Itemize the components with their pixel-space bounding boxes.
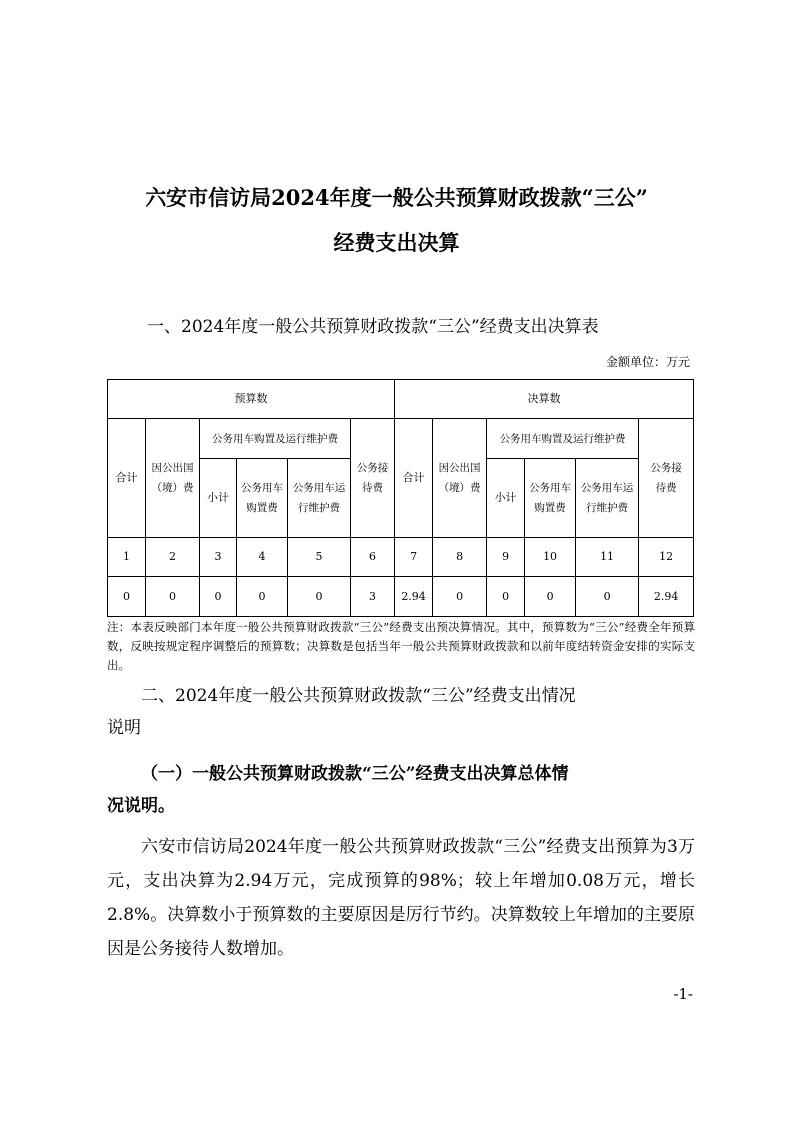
column-number: 10 (525, 538, 576, 577)
column-number: 8 (433, 538, 487, 577)
table-footnote: 注：本表反映部门本年度一般公共预算财政拨款“三公”经费支出预决算情况。其中，预算数为“三公”经费全年预算数，反映按规定程序调整后的预算数；决算数是包括当年一般公共预算财政拨款和以前年度结转资金安排的实际支出。 (107, 620, 695, 672)
value-cell: 0 (576, 577, 639, 617)
final-subtotal-header: 小计 (487, 459, 525, 538)
section-2-heading: 二、2024年度一般公共预算财政拨款“三公”经费支出情况 说明 (107, 686, 576, 738)
budget-total-header: 合计 (108, 419, 146, 538)
budget-vehicle-group-header: 公务用车购置及运行维护费 (200, 419, 351, 459)
final-vehicle-group-header: 公务用车购置及运行维护费 (487, 419, 639, 459)
budget-subtotal-header: 小计 (200, 459, 237, 538)
section-1-heading: 一、2024年度一般公共预算财政拨款“三公”经费支出决算表 (147, 317, 599, 337)
value-cell: 0 (525, 577, 576, 617)
value-cell: 0 (433, 577, 487, 617)
budget-group-header: 预算数 (108, 380, 395, 419)
column-number: 2 (146, 538, 200, 577)
final-vehicle-operation-header: 公务用车运 行维护费 (576, 459, 639, 538)
three-public-expenses-table (107, 379, 694, 617)
budget-reception-header: 公务接 待费 (351, 419, 395, 538)
column-number: 1 (108, 538, 146, 577)
budget-abroad-header: 因公出国 （境）费 (146, 419, 200, 538)
column-number: 7 (395, 538, 433, 577)
summary-paragraph: 六安市信访局2024年度一般公共预算财政拨款“三公”经费支出预算为3万元，支出决算为2.94万元，完成预算的98%；较上年增加0.08万元，增长2.8%。决算数小于预算数的主要原因是厉行节约。决算数较上年增加的主要原因是公务接待人数增加。 (107, 837, 695, 959)
column-number: 11 (576, 538, 639, 577)
column-number-row (108, 538, 694, 577)
final-reception-header: 公务接 待费 (639, 419, 694, 538)
value-cell: 0 (200, 577, 237, 617)
value-row (108, 577, 694, 617)
value-cell: 0 (288, 577, 351, 617)
value-cell: 3 (351, 577, 395, 617)
value-cell: 0 (237, 577, 288, 617)
amount-unit-label: 金额单位：万元 (605, 355, 690, 369)
value-cell: 0 (146, 577, 200, 617)
page-number: -1- (673, 985, 693, 1003)
document-title-line-1: 六安市信访局2024年度一般公共预算财政拨款“三公” (145, 185, 648, 210)
final-total-header: 合计 (395, 419, 433, 538)
budget-vehicle-operation-header: 公务用车运 行维护费 (288, 459, 351, 538)
column-number: 9 (487, 538, 525, 577)
final-group-header: 决算数 (395, 380, 694, 419)
value-cell: 2.94 (639, 577, 694, 617)
column-number: 3 (200, 538, 237, 577)
final-abroad-header: 因公出国 （境）费 (433, 419, 487, 538)
value-cell: 0 (487, 577, 525, 617)
column-number: 12 (639, 538, 694, 577)
column-number: 4 (237, 538, 288, 577)
value-cell: 2.94 (395, 577, 433, 617)
column-number: 6 (351, 538, 395, 577)
column-number: 5 (288, 538, 351, 577)
budget-vehicle-purchase-header: 公务用车 购置费 (237, 459, 288, 538)
subsection-1-heading: （一）一般公共预算财政拨款“三公”经费支出决算总体情 况说明。 (107, 764, 569, 816)
final-vehicle-purchase-header: 公务用车 购置费 (525, 459, 576, 538)
document-title-line-2: 经费支出决算 (333, 230, 460, 255)
value-cell: 0 (108, 577, 146, 617)
